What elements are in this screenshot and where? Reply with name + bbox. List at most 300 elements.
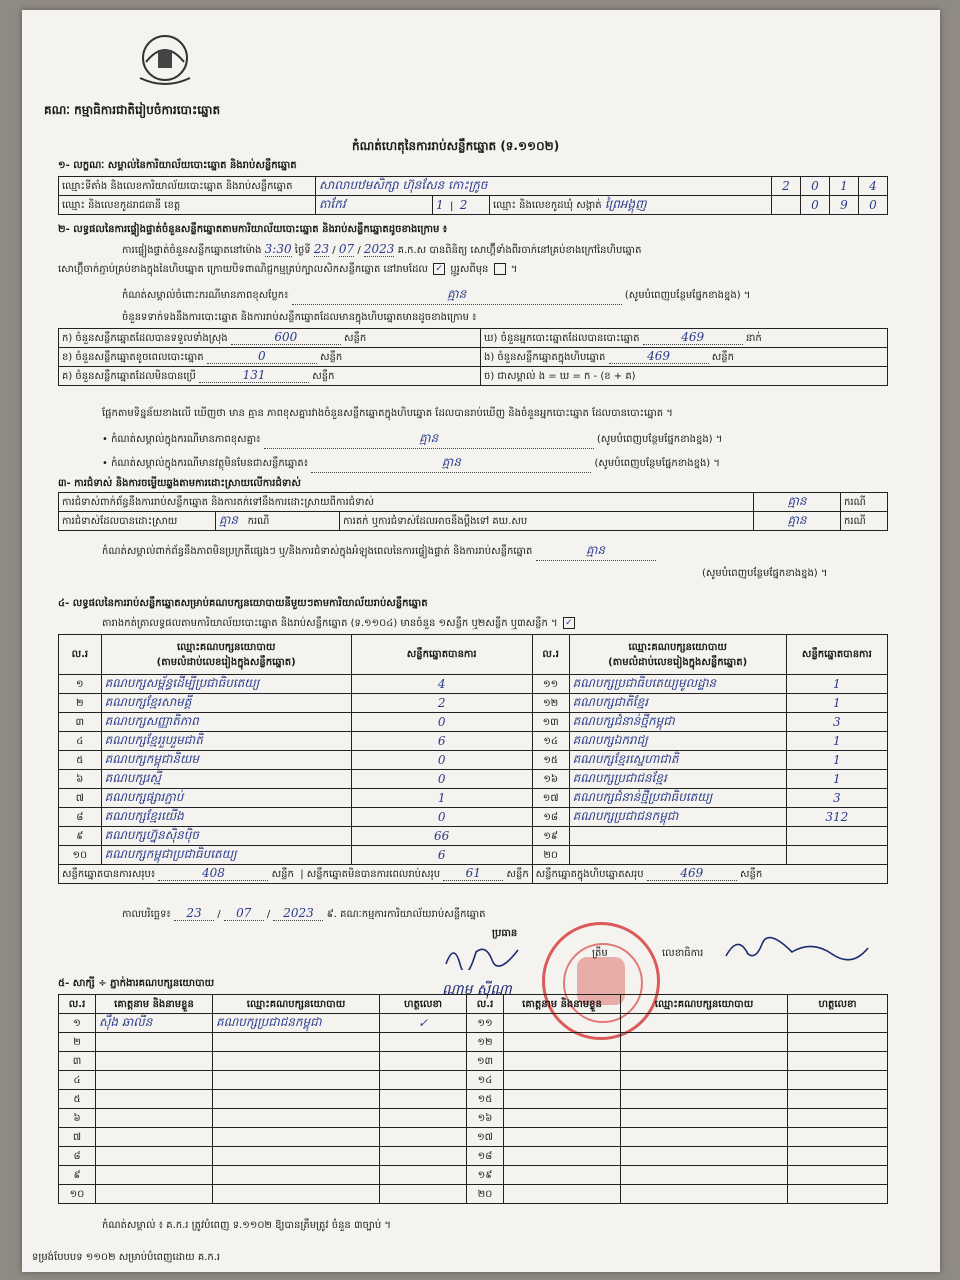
commune-code-2: 9 [830,196,859,215]
verify-line2: សោហ្គ៊ីចាក់ភ្ជាប់គ្រប់ខាងក្នុងនៃហិបឆ្នោត ក្រោយបិទពាណិជ្ជកម្មគ្រប់ក្បាលសិកសន្លឹកឆ្នោត នៅរាមដែល ✓ ប្អូរូសពីមុន ។ [58,264,518,275]
witness-party [213,1109,380,1128]
witness-name [96,1033,213,1052]
verify-line: ការផ្ទៀងផ្ទាត់ចំនួនសន្លឹកឆ្នោតនៅម៉ោង 3:30 ថ្ងៃទី 23 / 07 / 2023 គ.ក.ស បានពិនិត្យ សោហ្គ៊ីទាំងពីរចាក់នៅគ្រប់ខាងក្រៅនៃហិបឆ្នោត [122,242,642,256]
party-no: ១៦ [532,770,569,789]
section1-heading: ១- លក្ខណៈ សម្គាល់នៃការិយាល័យបោះឆ្នោត និងរាប់សន្លឹកឆ្នោត [58,160,297,171]
witness-name [96,1128,213,1147]
form-sheet [22,10,940,1272]
witness-col-sign-left: ហត្ថលេខា [380,995,467,1014]
witness-party [621,1166,788,1185]
party-no: ១៩ [532,827,569,846]
witness-signature [788,1185,888,1204]
party-name: គណបក្សប្រជាជនកម្ពុជា [569,808,786,827]
witness-party [213,1033,380,1052]
results-col-votes-right: សន្លឹកឆ្នោតបានការ [786,635,887,675]
witness-party [213,1128,380,1147]
count-a-value: 600 [231,330,341,345]
witness-no: ៥ [59,1090,96,1109]
party-name: គណបក្សជំនាន់ថ្មីកម្ពុជា [569,713,786,732]
witness-no: ១០ [59,1185,96,1204]
party-name [569,846,786,865]
intact-label: ប្អូរូសពីមុន [450,264,489,275]
counts-table [58,328,888,386]
witness-party [621,1052,788,1071]
province-value [316,196,433,215]
witness-name [504,1052,621,1071]
witness-signature [380,1033,467,1052]
results-col-party-left [101,635,351,675]
commune-code-1: 0 [801,196,830,215]
witness-row [59,1109,888,1128]
witness-no: ១៧ [467,1128,504,1147]
witness-no: ១៤ [467,1071,504,1090]
bullet2-value: គ្មាន [311,454,591,473]
witness-no: ២ [59,1033,96,1052]
province-code-2: 2 [459,198,468,212]
witness-col-name-left: គោត្តនាម និងនាមខ្លួន [96,995,213,1014]
location-code-3: 1 [830,177,859,196]
party-name: គណបក្សប្រជាធិបតេយ្យមូលដ្ឋាន [569,675,786,694]
count-b-label: ខ) ចំនួនសន្លឹកឆ្នោតខូចពេលបោះឆ្នោត [62,352,204,363]
irregularity-note [102,542,656,561]
party-name: គណបក្សប្រជាជនខ្មែរ [569,770,786,789]
witness-row [59,1090,888,1109]
results-col-party-right-title: ឈ្មោះគណបក្សនយោបាយ [628,641,727,653]
witness-no: ៧ [59,1128,96,1147]
results-table [58,634,888,884]
witness-party [213,1052,380,1071]
witness-no: ១ [59,1014,96,1033]
witness-name [504,1128,621,1147]
section4-intro-text: តារាងកត់ត្រាលទ្ធផលតាមការិយាល័យបោះឆ្នោត និងរាប់សន្លឹកឆ្នោត (ទ.១១០៤) មានចំនួន ១សន្លឹក ឬ២សន្លឹក ឬ៣សន្លឹក ។ [102,618,558,629]
witness-no: ៤ [59,1071,96,1090]
witness-name [96,1166,213,1185]
witness-no: ២០ [467,1185,504,1204]
complaints-row2b-unit: ករណី [841,512,888,531]
sheet-count-checkbox[interactable]: ✓ [563,617,575,629]
total-box-cell [532,865,887,884]
witness-signature [380,1147,467,1166]
emblem-logo [132,28,198,94]
party-no: ១៣ [532,713,569,732]
verify-prefix: ការផ្ទៀងផ្ទាត់ចំនួនសន្លឹកឆ្នោតនៅម៉ោង [122,245,262,256]
verify-month: 07 [338,242,355,256]
party-name: គណបក្សរស្មី [101,770,351,789]
committee-sign-label: ៩. គណៈកម្មការការិយាល័យរាប់សន្លឹកឆ្នោត [326,909,486,920]
count-c-label: គ) ចំនួនសន្លឹកឆ្នោតដែលមិនបានប្រើ [62,371,196,382]
total-valid-cell: សន្លឹកឆ្នោតបានការសរុប៖ 408 សន្លឹក | សន្លឹកឆ្នោតមិនបានការពេលរាប់សរុប 61 សន្លឹក [59,865,533,884]
party-no: ១១ [532,675,569,694]
witness-row [59,1052,888,1071]
section3-heading: ៣- ការជំទាស់ និងការចម្លើយឆ្លងតាមការដោះស្រាយលើការជំទាស់ [58,478,301,489]
party-votes: 0 [351,751,532,770]
commune-value: ព្រៃអង្គុញ [604,197,647,211]
complaints-row2-value-cell [216,512,340,531]
witness-name [504,1071,621,1090]
witness-signature [788,1014,888,1033]
results-row [59,789,888,808]
commune-cell [490,196,772,215]
secretary-label: លេខាធិការ [662,948,704,959]
complaints-row2-unit: ករណី [247,516,270,527]
party-no: ៦ [59,770,102,789]
total-valid-value: 408 [158,866,268,881]
irregularity-note-label: កំណត់សម្គាល់ពាក់ព័ន្ធនឹងភាពមិនប្រក្រតីផ្សេងៗ ឬ/និងការជំទាស់ក្នុងអំឡុងពេលនៃការផ្ទៀងផ្ទាត់ និងការរាប់សន្លឹកឆ្នោត [102,546,533,557]
signature-name: ណាម ស៊ីណា [442,982,512,998]
witness-name [504,1147,621,1166]
party-name: គណបក្សផ្សារភ្ជាប់ [101,789,351,808]
party-votes: 3 [786,713,887,732]
commune-label: ឈ្មោះ និងលេខកូដឃុំ សង្កាត់ [493,200,602,211]
witness-no: ១២ [467,1033,504,1052]
count-b [59,348,481,367]
witness-no: ១៩ [467,1166,504,1185]
count-a [59,329,481,348]
witness-name: ស៊ឹង ឆាលីន [96,1014,213,1033]
results-col-no-left: ល.រ [59,635,102,675]
bullet1 [102,430,722,449]
witness-name [96,1052,213,1071]
count-d-unit: នាក់ [745,333,762,344]
witness-name [96,1109,213,1128]
party-name: គណបក្សជាតិខ្មែរ [569,694,786,713]
results-row [59,808,888,827]
party-no: ៤ [59,732,102,751]
witness-signature [380,1109,467,1128]
section2-heading: ២- លទ្ធផលនៃការផ្ទៀងផ្ទាត់ចំនួនសន្លឹកឆ្នោតតាមការិយាល័យបោះឆ្នោត និងរាប់សន្លឹកឆ្នោតដូចខាងក្រោម ៖ [58,224,448,235]
count-d-label: ឃ) ចំនួនអ្នកបោះឆ្នោតដែលបានបោះឆ្នោត [484,333,640,344]
party-votes: 6 [351,732,532,751]
witness-signature [788,1071,888,1090]
total-box-unit: សន្លឹក [739,869,763,880]
witness-party [621,1071,788,1090]
witness-row [59,1033,888,1052]
party-votes: 312 [786,808,887,827]
commune-code-0 [772,196,801,215]
count-e-label: ង) ចំនួនសន្លឹកឆ្នោតក្នុងហិបឆ្នោត [484,352,606,363]
witness-no: ១១ [467,1014,504,1033]
witness-party [621,1128,788,1147]
witness-signature [380,1185,467,1204]
results-row [59,694,888,713]
party-no: ៧ [59,789,102,808]
witness-name [504,1033,621,1052]
location-value: សាលាបឋមសិក្សា ហ៊ុនសែន កោះក្រូច [316,177,772,196]
form-code: ទម្រង់បែបបទ ១១០២ សម្រាប់បំពេញដោយ គ.ក.រ [32,1252,221,1263]
total-box-label: សន្លឹកឆ្នោតក្នុងហិបឆ្នោតសរុប [535,869,644,880]
party-votes: 1 [786,732,887,751]
party-name: គណបក្សកម្ពុជាប្រជាធិបតេយ្យ [101,846,351,865]
results-row [59,675,888,694]
footnote: កំណត់សម្គាល់ ៖ គ.ក.រ ត្រូវបំពេញ ទ.១១០២ ឱ្យបានត្រឹមត្រូវ ចំនួន ៣ច្បាប់ ។ [102,1220,391,1231]
verify-line2-text: សោហ្គ៊ីចាក់ភ្ជាប់គ្រប់ខាងក្នុងនៃហិបឆ្នោត ក្រោយបិទពាណិជ្ជកម្មគ្រប់ក្បាលសិកសន្លឹកឆ្នោត នៅរាមដែល [58,264,428,275]
witness-row [59,1185,888,1204]
count-a-unit: សន្លឹក [343,333,367,344]
results-row [59,713,888,732]
witness-name [96,1090,213,1109]
count-d [481,329,888,348]
location-code-1: 2 [772,177,801,196]
results-col-party-right-sub: (តាមលំដាប់លេខរៀងក្នុងសន្លឹកឆ្នោត) [608,656,748,668]
witness-name [504,1014,621,1033]
party-no: ១ [59,675,102,694]
commune-code-3: 0 [859,196,888,215]
witness-signature [788,1166,888,1185]
witness-col-sign-right: ហត្ថលេខា [788,995,888,1014]
witness-party [621,1033,788,1052]
party-no: ៣ [59,713,102,732]
signing-month: 07 [224,906,264,921]
witness-party: គណបក្សប្រជាជនកម្ពុជា [213,1014,380,1033]
member-label: ត្រឹម [592,948,608,959]
party-name [569,827,786,846]
bullet2-hint: (សូមបំពេញបន្ថែមផ្នែកខាងខ្នង) ។ [594,458,720,469]
witness-no: ១៦ [467,1109,504,1128]
section1-table [58,176,888,215]
signing-date: កាលបរិច្ឆេទ៖ 23 / 07 / 2023 ៩. គណៈកម្មការការិយាល័យរាប់សន្លឹកឆ្នោត [122,906,486,920]
complaints-row2b-value: គ្មាន [754,512,841,531]
bullet1-hint: (សូមបំពេញបន្ថែមផ្នែកខាងខ្នង) ។ [596,434,723,445]
witness-party [213,1147,380,1166]
count-e-value: 469 [609,349,709,364]
witness-party [213,1071,380,1090]
province-code: 1 | 2 [433,196,490,215]
witness-no: ៩ [59,1166,96,1185]
signing-day: 23 [174,906,214,921]
results-col-votes-left: សន្លឹកឆ្នោតបានការ [351,635,532,675]
party-name: គណបក្សខ្មែរយើង [101,808,351,827]
count-b-unit: សន្លឹក [319,352,343,363]
chief-label: ប្រធាន [492,928,518,939]
party-votes: 0 [351,770,532,789]
complaints-row1-value: គ្មាន [754,493,841,512]
witness-no: ១៥ [467,1090,504,1109]
witness-signature [380,1071,467,1090]
party-votes: 1 [786,751,887,770]
section4-intro [102,616,577,631]
total-valid-unit: សន្លឹក [271,869,294,880]
party-no: ១៧ [532,789,569,808]
not-intact-checkbox[interactable] [494,263,506,275]
results-col-party-right [569,635,786,675]
witness-signature [380,1166,467,1185]
location-code-4: 4 [859,177,888,196]
fill-hint: (សូមបំពេញបន្ថែមផ្នែកខាងខ្នង) ។ [624,290,751,301]
party-name: គណបក្សហ្វ៊ុនស៊ិនប៉ិច [101,827,351,846]
witness-row [59,1147,888,1166]
party-no: ១២ [532,694,569,713]
party-no: ១០ [59,846,102,865]
committee-name: គណៈ កម្មាធិការជាតិរៀបចំការបោះឆ្នោត [44,103,221,117]
results-rows [59,675,888,865]
irregularity-note-value: គ្មាន [536,542,656,561]
party-votes: 1 [786,694,887,713]
count-c [59,367,481,386]
party-votes: 1 [786,770,887,789]
witness-party [621,1185,788,1204]
party-name: គណបក្សសញ្ញាតិភាព [101,713,351,732]
complaints-row1-label: ការជំទាស់ពាក់ព័ន្ធនឹងការរាប់សន្លឹកឆ្នោត និងការតក់ទៅនឹងការដោះស្រាយពីការជំទាស់ [59,493,754,512]
party-no: ១៨ [532,808,569,827]
party-votes: 2 [351,694,532,713]
party-votes: 4 [351,675,532,694]
witness-party [213,1090,380,1109]
witness-row [59,1014,888,1033]
form-title: កំណត់ហេតុនៃការរាប់សន្លឹកឆ្នោត (ទ.១១០២) [352,139,560,153]
party-name: គណបក្សខ្មែរសាមគ្គី [101,694,351,713]
party-name: គណបក្សខ្មែររួបរួមជាតិ [101,732,351,751]
witness-col-party-left: ឈ្មោះគណបក្សនយោបាយ [213,995,380,1014]
count-a-label: ក) ចំនួនសន្លឹកឆ្នោតដែលបានទទួលទាំងស្រុង [62,333,228,344]
witness-party [213,1185,380,1204]
witness-name [504,1109,621,1128]
province-label: ឈ្មោះ និងលេខកូដរាជធានី ខេត្ត [59,196,316,215]
party-name: គណបក្សឯករាជ្យ [569,732,786,751]
results-row [59,732,888,751]
verify-time: 3:30 [264,242,292,256]
party-no: ៨ [59,808,102,827]
count-f: ច) ជាសម្គាល់ ង = ឃ = ក - (ខ + គ) [481,367,888,386]
results-row [59,827,888,846]
party-votes: 1 [786,675,887,694]
verify-day: 23 [313,242,330,256]
witness-row [59,1128,888,1147]
witness-no: ៣ [59,1052,96,1071]
party-votes: 0 [351,808,532,827]
party-name: គណបក្សខ្មែរស្នេហាជាតិ [569,751,786,770]
section4-heading: ៤- លទ្ធផលនៃការរាប់សន្លឹកឆ្នោតសម្រាប់គណបក្សនយោបាយនីមួយៗតាមការិយាល័យរាប់សន្លឹកឆ្នោត [58,598,428,609]
witness-signature [788,1128,888,1147]
location-code-2: 0 [801,177,830,196]
witness-signature [788,1109,888,1128]
complaints-table [58,492,888,531]
witness-signature [380,1128,467,1147]
witness-signature: ✓ [380,1014,467,1033]
total-box-value: 469 [647,866,737,881]
witness-signature [788,1147,888,1166]
party-votes: 3 [786,789,887,808]
results-col-party-left-title: ឈ្មោះគណបក្សនយោបាយ [176,641,276,653]
discrepancy-note-value: គ្មាន [292,286,622,305]
witness-signature [380,1052,467,1071]
complaints-row2-value: គ្មាន [219,513,239,527]
witness-party [621,1147,788,1166]
witness-col-party-right: ឈ្មោះគណបក្សនយោបាយ [621,995,788,1014]
party-votes: 66 [351,827,532,846]
witness-name [96,1185,213,1204]
total-invalid-value: 61 [443,866,503,881]
irregularity-hint: (សូមបំពេញបន្ថែមផ្នែកខាងខ្នង) ។ [702,568,828,579]
witness-row [59,1166,888,1185]
witness-party [213,1166,380,1185]
results-row [59,751,888,770]
verify-date-label: ថ្ងៃទី [294,245,311,256]
counts-intro: ចំនួនទទាក់ទងនឹងការបោះឆ្នោត និងការរាប់សន្លឹកឆ្នោតដែលមានក្នុងហិបឆ្នោតមានដូចខាងក្រោម ៖ [122,312,477,323]
party-votes [786,827,887,846]
difference-line: ផ្អែកតាមទិន្នន័យខាងលើ ឃើញថា មាន គ្មាន ភាពខុសគ្នារវាងចំនួនសន្លឹកឆ្នោតក្នុងហិបឆ្នោត ដែលបានរាប់ឃើញ និងចំនួនអ្នកបោះឆ្នោត ដែលបានបោះឆ្នោត ។ [102,408,673,419]
chief-signature [442,940,522,970]
witness-name [96,1147,213,1166]
complaints-row2b-label: ការតក់ ឬការជំទាស់ដែលអាចនឹងប្តឹងទៅ គឃ.សប [340,512,754,531]
complaints-row1-unit: ករណី [841,493,888,512]
party-no: ២ [59,694,102,713]
party-name: គណបក្សកម្ពុជានិយម [101,751,351,770]
witness-table [58,994,888,1204]
party-votes [786,846,887,865]
bullet2 [102,454,720,473]
results-col-party-left-sub: (តាមលំដាប់លេខរៀងក្នុងសន្លឹកឆ្នោត) [156,656,296,668]
total-invalid-label: សន្លឹកឆ្នោតមិនបានការពេលរាប់សរុប [306,869,441,880]
witness-name [504,1185,621,1204]
discrepancy-note-label: កំណត់សម្គាល់ចំពោះករណីមានភាពខុសប្លែក៖ [122,290,289,301]
secretary-signature [722,930,872,964]
bullet1-value: គ្មាន [264,430,594,449]
results-col-no-right: ល.រ [532,635,569,675]
count-e [481,348,888,367]
bullet2-label: • កំណត់សម្គាល់ក្នុងករណីមានវត្ថុមិនមែនជាសន្លឹកឆ្នោត៖ [102,458,309,469]
party-no: ៥ [59,751,102,770]
witness-name [504,1090,621,1109]
results-row [59,770,888,789]
party-no: ៩ [59,827,102,846]
witness-row [59,1071,888,1090]
intact-checkbox[interactable]: ✓ [433,263,445,275]
count-e-unit: សន្លឹក [711,352,734,363]
province-name: តាកែវ [319,197,346,211]
signing-year: 2023 [273,906,323,921]
province-code-1: 1 [436,198,444,212]
party-no: ១៥ [532,751,569,770]
witness-signature [788,1033,888,1052]
complaints-row2-label: ការជំទាស់ដែលបានដោះស្រាយ [59,512,216,531]
witness-no: ១៨ [467,1147,504,1166]
results-row [59,846,888,865]
total-valid-label: សន្លឹកឆ្នោតបានការសរុប៖ [62,869,156,880]
witness-name [96,1071,213,1090]
total-invalid-unit: សន្លឹក [506,869,529,880]
witness-party [621,1090,788,1109]
party-no: ១៤ [532,732,569,751]
witness-col-no-right: ល.រ [467,995,504,1014]
signing-date-label: កាលបរិច្ឆេទ៖ [122,909,171,920]
witness-no: ១៣ [467,1052,504,1071]
witness-party [621,1014,788,1033]
party-votes: 1 [351,789,532,808]
witness-name [504,1166,621,1185]
verify-year: 2023 [363,242,395,256]
count-d-value: 469 [643,330,743,345]
party-votes: 0 [351,713,532,732]
witness-col-no-left: ល.រ [59,995,96,1014]
party-name: គណបក្សជំនាន់ថ្មីប្រជាធិបតេយ្យ [569,789,786,808]
count-c-unit: សន្លឹក [312,371,335,382]
witness-signature [788,1090,888,1109]
section5-heading: ៥- សាក្សី ÷ ភ្នាក់ងារគណបក្សនយោបាយ [58,978,215,989]
location-label: ឈ្មោះទីតាំង និងលេខការិយាល័យបោះឆ្នោត និងរាប់សន្លឹកឆ្នោត [59,177,316,196]
witness-signature [380,1090,467,1109]
witness-no: ៨ [59,1147,96,1166]
party-no: ២០ [532,846,569,865]
discrepancy-note [122,286,750,305]
witness-no: ៦ [59,1109,96,1128]
witness-signature [788,1052,888,1071]
count-c-value: 131 [199,368,309,383]
party-name: គណបក្សសម្ព័ន្ធដើម្បីប្រជាធិបតេយ្យ [101,675,351,694]
party-votes: 6 [351,846,532,865]
verify-suffix: គ.ក.ស បានពិនិត្យ សោហ្គ៊ីទាំងពីរចាក់នៅគ្រប់ខាងក្រៅនៃហិបឆ្នោត [397,245,642,256]
witness-rows [59,1014,888,1204]
bullet1-label: • កំណត់សម្គាល់ក្នុងករណីមានភាពខុសគ្នា៖ [102,434,261,445]
